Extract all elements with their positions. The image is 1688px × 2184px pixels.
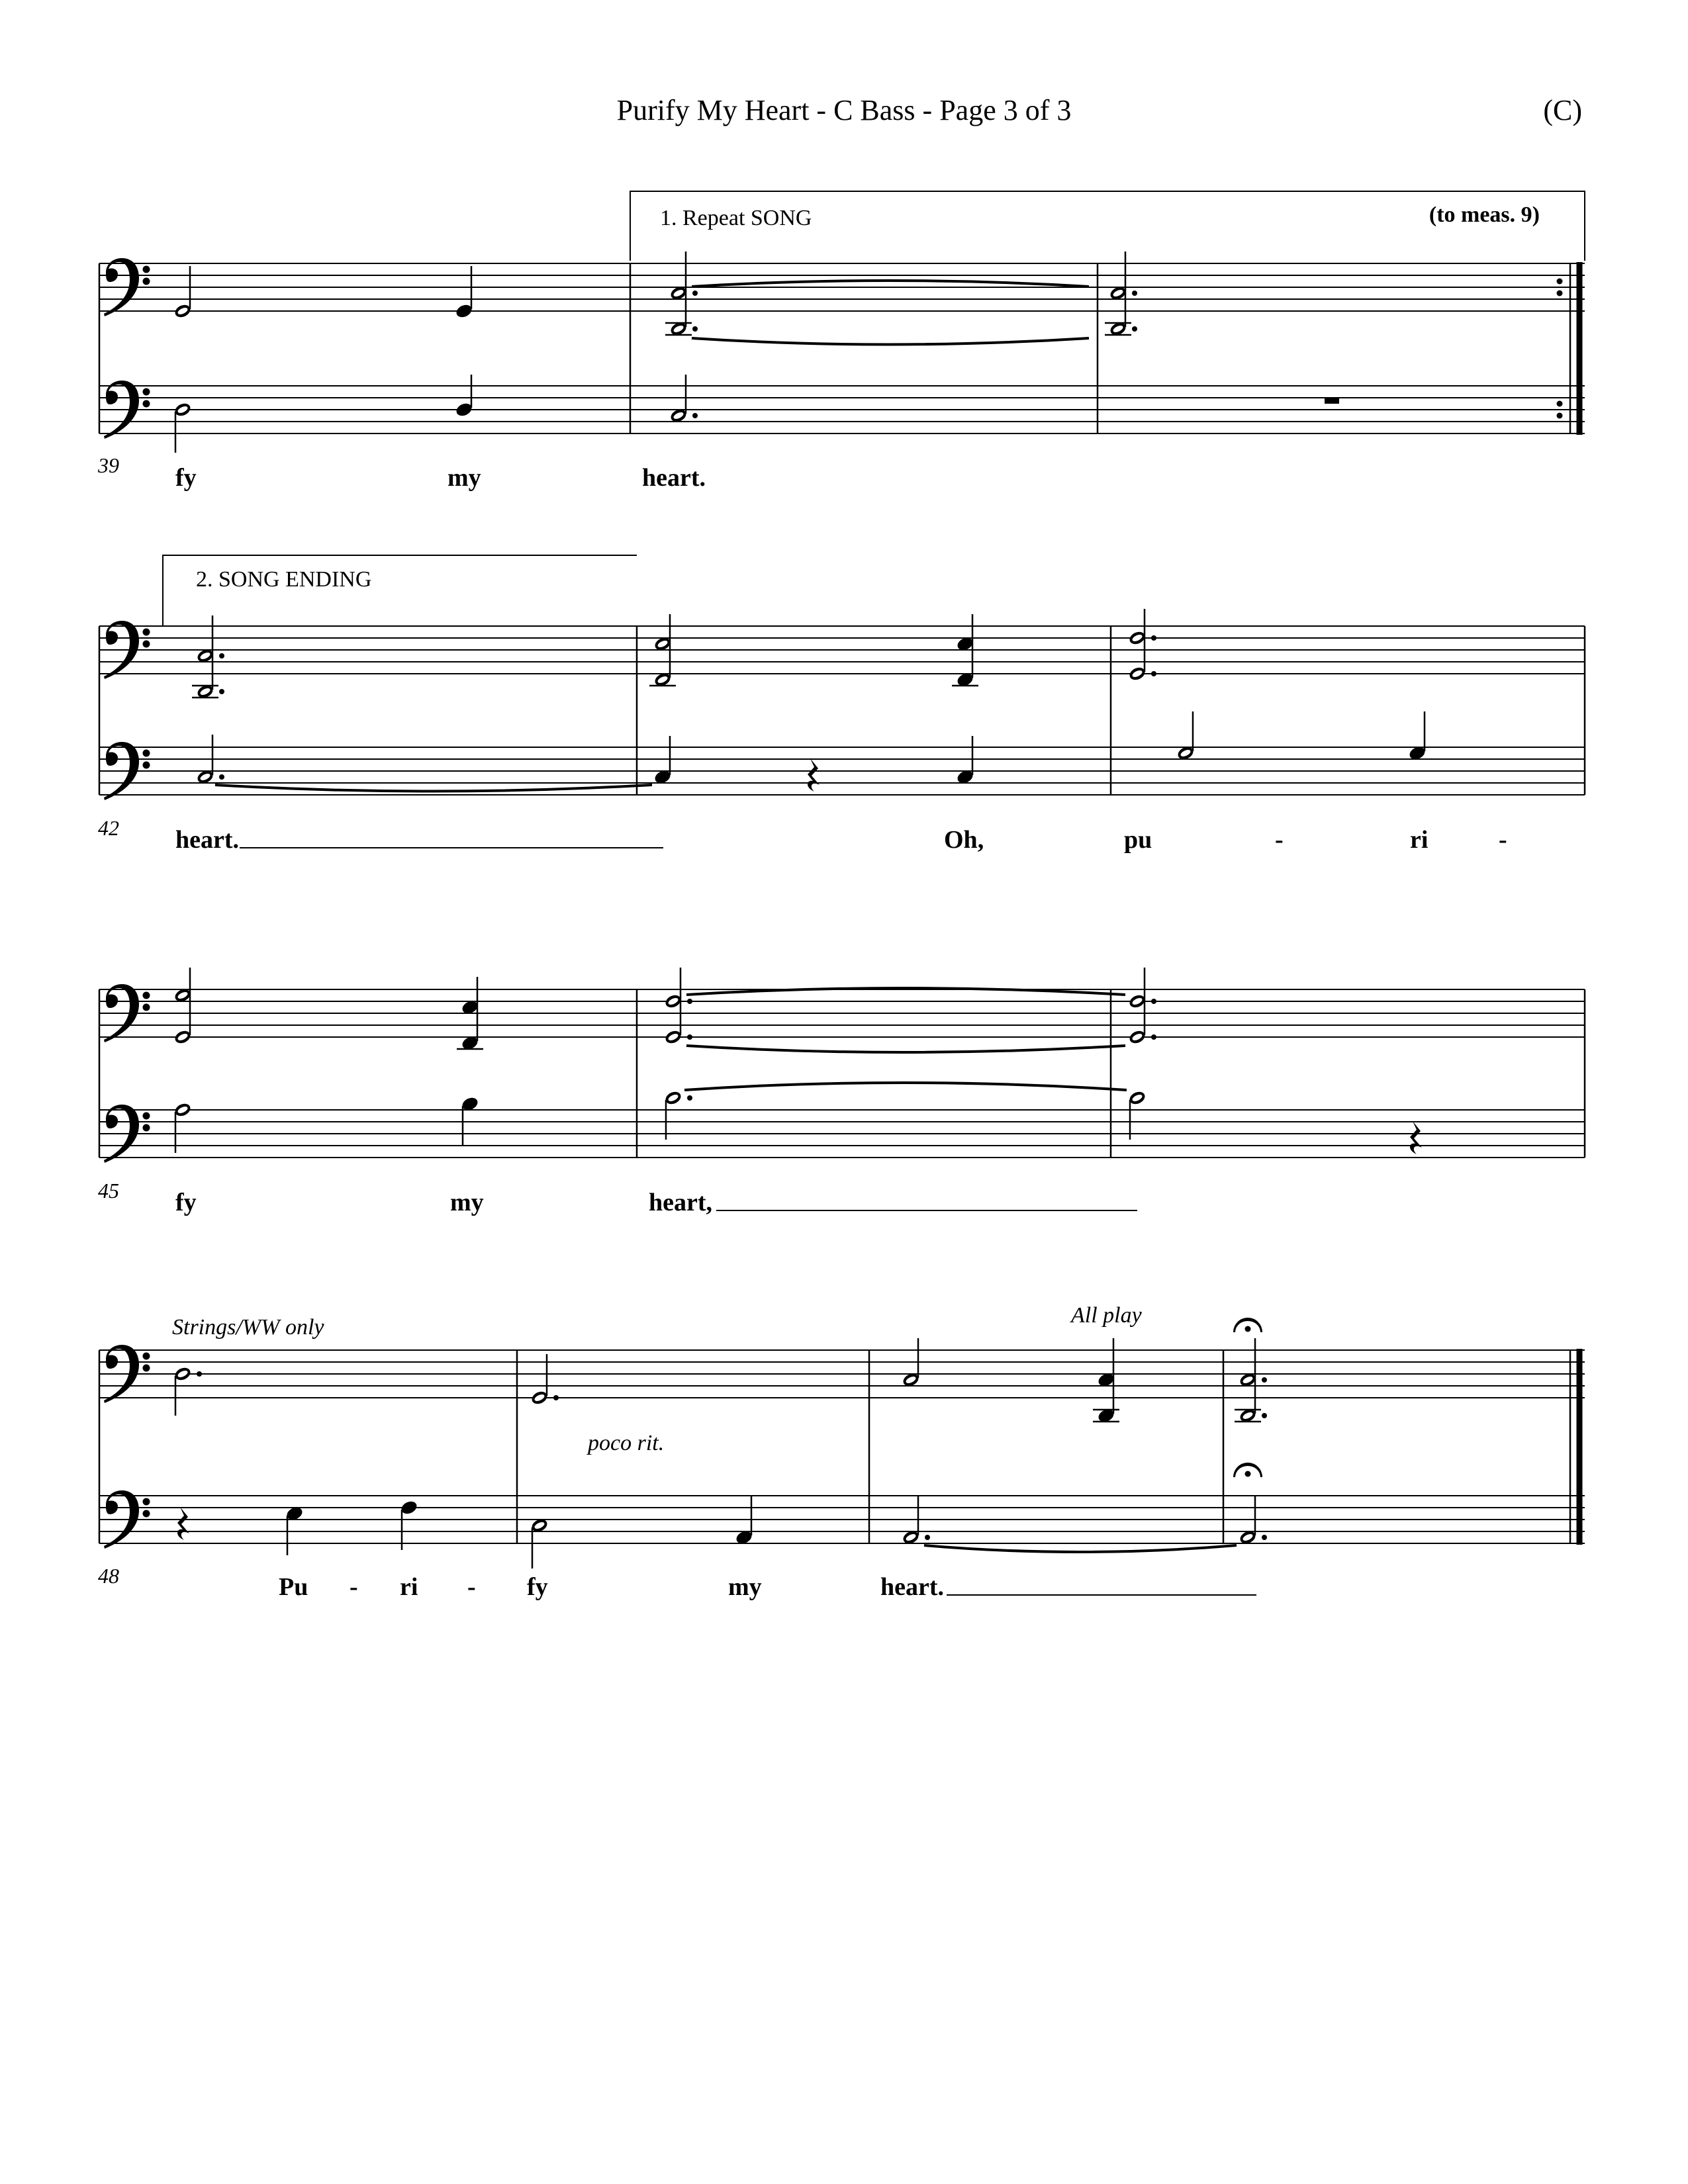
chord bbox=[173, 968, 193, 1046]
staff-upper bbox=[99, 1350, 1585, 1398]
volta-1-label: 1. Repeat SONG bbox=[660, 206, 812, 230]
system-2 bbox=[98, 555, 1585, 854]
expression-text: Strings/WW only bbox=[172, 1315, 324, 1340]
staff-upper bbox=[99, 626, 1585, 674]
chord bbox=[665, 251, 698, 338]
note-head bbox=[653, 736, 673, 786]
system-4 bbox=[98, 1303, 1585, 1601]
lyric-syllable: Pu bbox=[279, 1573, 308, 1601]
lyric-syllable: ri bbox=[1410, 826, 1429, 854]
lyric-hyphen: - bbox=[467, 1573, 476, 1601]
note-head bbox=[173, 1365, 202, 1416]
lyric-syllable: heart. bbox=[175, 826, 240, 854]
volta-2-label: 2. SONG ENDING bbox=[196, 567, 372, 592]
lyric-syllable: my bbox=[450, 1189, 484, 1216]
chord bbox=[1105, 251, 1137, 338]
note-head bbox=[1408, 711, 1427, 762]
staff-lower bbox=[99, 747, 1585, 795]
staff-lower bbox=[99, 386, 1585, 433]
note-head bbox=[1176, 711, 1196, 762]
lyric-syllable: pu bbox=[1124, 826, 1152, 854]
measure-number: 39 bbox=[98, 453, 119, 477]
note-head bbox=[285, 1505, 305, 1555]
lyric-syllable: heart. bbox=[880, 1573, 945, 1601]
expression-text: All play bbox=[1071, 1303, 1142, 1328]
note-head bbox=[461, 1095, 480, 1146]
volta-1-note: (to meas. 9) bbox=[1429, 203, 1540, 227]
chord bbox=[1235, 1338, 1267, 1424]
quarter-rest bbox=[177, 1507, 189, 1540]
staff-lower bbox=[99, 1496, 1585, 1543]
note-head bbox=[455, 266, 474, 320]
note-head bbox=[455, 375, 474, 418]
staff-upper bbox=[99, 989, 1585, 1037]
quarter-rest bbox=[1410, 1121, 1422, 1154]
fermata-icon bbox=[1233, 1318, 1262, 1332]
note-head bbox=[902, 1496, 930, 1546]
chord bbox=[1128, 609, 1156, 682]
lyric-syllable: ri bbox=[400, 1573, 418, 1601]
whole-rest bbox=[1325, 398, 1339, 404]
note-head bbox=[669, 375, 698, 424]
chord bbox=[1093, 1338, 1119, 1424]
chord bbox=[1128, 968, 1156, 1046]
lyric-hyphen: - bbox=[350, 1573, 358, 1601]
staff-upper bbox=[99, 263, 1585, 311]
lyric-syllable: heart, bbox=[649, 1189, 713, 1216]
expression-text: poco rit. bbox=[588, 1431, 665, 1455]
lyric-syllable: my bbox=[728, 1573, 762, 1601]
note-head bbox=[902, 1338, 921, 1388]
chord bbox=[664, 968, 692, 1046]
lyric-hyphen: - bbox=[1499, 826, 1507, 854]
measure-number: 42 bbox=[98, 816, 119, 840]
note-head bbox=[196, 735, 224, 786]
page-title: Purify My Heart - C Bass - Page 3 of 3 bbox=[616, 94, 1072, 126]
lyric-syllable: fy bbox=[175, 1189, 197, 1216]
chord bbox=[649, 614, 676, 688]
system-3 bbox=[98, 968, 1585, 1216]
note-head bbox=[664, 1089, 692, 1140]
note-head bbox=[1128, 1089, 1147, 1140]
chord bbox=[457, 977, 483, 1052]
lyric-syllable: my bbox=[447, 464, 481, 492]
note-head bbox=[173, 266, 193, 320]
note-head bbox=[400, 1499, 419, 1550]
chord bbox=[952, 614, 978, 688]
quarter-rest bbox=[808, 758, 820, 792]
fermata-icon bbox=[1233, 1463, 1262, 1477]
measure-number: 48 bbox=[98, 1564, 119, 1588]
lyric-syllable: fy bbox=[175, 464, 197, 492]
lyric-syllable: fy bbox=[527, 1573, 548, 1601]
note-head bbox=[735, 1496, 754, 1546]
staff-lower bbox=[99, 1110, 1585, 1158]
lyric-syllable: Oh, bbox=[944, 826, 984, 854]
key-indicator: (C) bbox=[1543, 94, 1582, 126]
chord bbox=[192, 615, 224, 700]
system-1 bbox=[97, 191, 1585, 492]
lyric-syllable: heart. bbox=[642, 464, 706, 492]
lyric-hyphen: - bbox=[1275, 826, 1284, 854]
note-head bbox=[1239, 1496, 1267, 1546]
note-head bbox=[956, 736, 975, 786]
note-head bbox=[173, 401, 193, 453]
measure-number: 45 bbox=[98, 1179, 119, 1203]
